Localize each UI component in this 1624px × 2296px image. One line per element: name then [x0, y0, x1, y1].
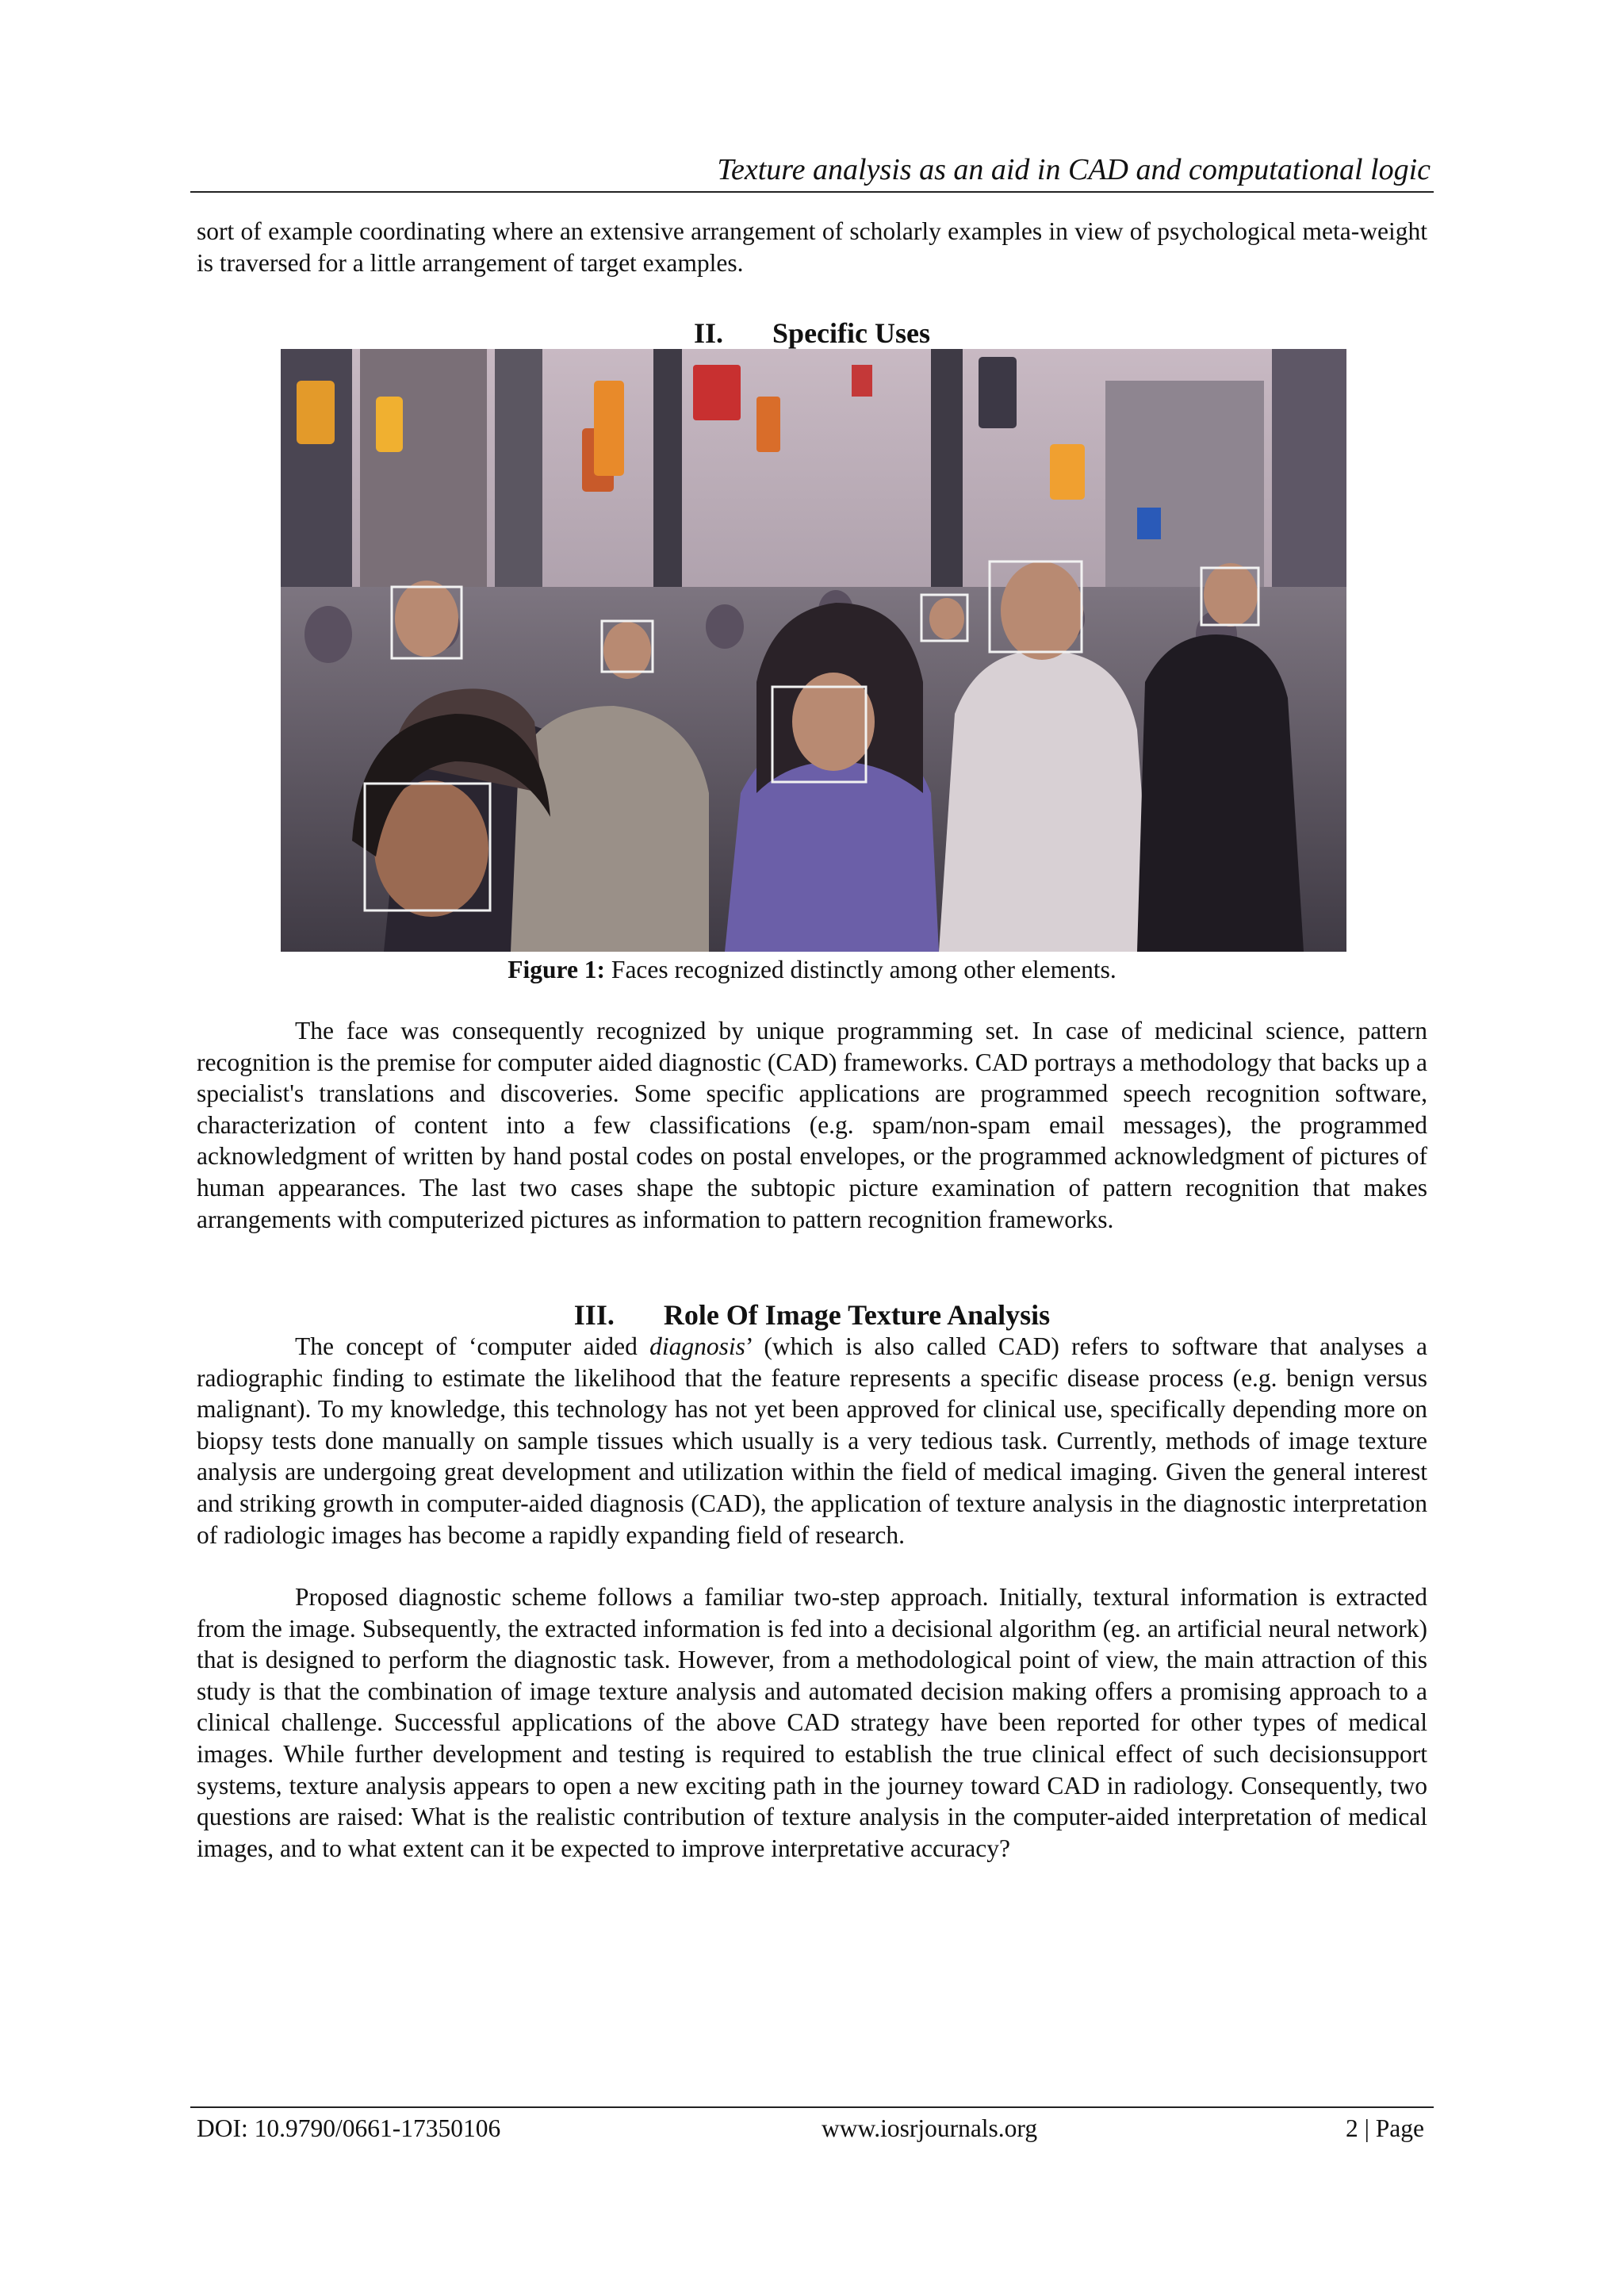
figure-caption-text: Faces recognized distinctly among other elements. [611, 956, 1116, 983]
crowd-face-detection-illustration [281, 349, 1346, 952]
section-heading-specific-uses [197, 316, 1427, 351]
intro-paragraph: sort of example coordinating where an extensive arrangement of scholarly examples in view of psychological meta-weight is traversed for a little arrangement of target examples. [197, 217, 1427, 277]
figure-1-caption [197, 954, 1427, 986]
running-header: Texture analysis as an aid in CAD and computational logic [717, 153, 1431, 186]
footer-page-number: 2 | Page [1345, 2114, 1424, 2142]
section3-paragraph-2: Proposed diagnostic scheme follows a familiar two-step approach. Initially, textural information is extracted from the image. Subsequently, the extracted information is fed into a decisional algorithm (eg. an artificial neural network) that is designed to perform the diagnostic task. However, from a methodological point of view, the main attraction of this study is that the combination of image texture analysis and automated decision making offers a promising approach to a clinical challenge. Successful applications of the above CAD strategy have been reported for other types of medical images. While further development and testing is required to establish the true clinical effect of such decisionsupport systems, texture analysis appears to open a new exciting path in the journey toward CAD in radiology. Consequently, two questions are raised: What is the realistic contribution of texture analysis in the computer-aided interpretation of medical images, and to what extent can it be expected to improve interpretative accuracy? [197, 1583, 1427, 1862]
section-title: Specific Uses [772, 317, 930, 349]
section-heading-role-texture [197, 1297, 1427, 1332]
section-number: II. [694, 317, 724, 349]
section-title: Role Of Image Texture Analysis [663, 1299, 1051, 1331]
emphasis-diagnosis: diagnosis [649, 1332, 745, 1360]
footer-doi: DOI: 10.9790/0661-17350106 [197, 2114, 501, 2142]
section2-paragraph: The face was consequently recognized by unique programming set. In case of medicinal science, pattern recognition is the premise for computer aided diagnostic (CAD) frameworks. CAD portrays a methodology that backs up a specialist's translations and discoveries. Some specific applications are programmed speech recognition software, characterization of content into a few classifications (e.g. spam/non-spam email messages), the programmed acknowledgment of written by hand postal codes on postal envelopes, or the programmed acknowledgment of pictures of human appearances. The last two cases shape the subtopic picture examination of pattern recognition that makes arrangements with computerized pictures as information to pattern recognition frameworks. [197, 1017, 1427, 1233]
footer-website: www.iosrjournals.org [822, 2114, 1038, 2142]
header-rule [190, 191, 1434, 193]
footer-rule [190, 2106, 1434, 2108]
para-text-after: ’ (which is also called CAD) refers to software that analyses a radiographic finding to estimate the likelihood that the feature represents a specific disease process (e.g. benign versus malignant). To my knowledge, this technology has not yet been approved for clinical use, specifically depending more on biopsy tests done manually on sample tissues which usually is a very tedious task. Currently, methods of image texture analysis are undergoing great development and utilization within the field of medical imaging. Given the general interest and striking growth in computer-aided diagnosis (CAD), the application of texture analysis in the diagnostic interpretation of radiologic images has become a rapidly expanding field of research. [197, 1332, 1427, 1549]
figure-label: Figure 1: [508, 956, 606, 983]
section-number: III. [573, 1299, 615, 1331]
para-text-before: The concept of ‘computer aided [295, 1332, 650, 1360]
figure-1-image [281, 349, 1346, 952]
section3-paragraph-1 [197, 1331, 1427, 1550]
